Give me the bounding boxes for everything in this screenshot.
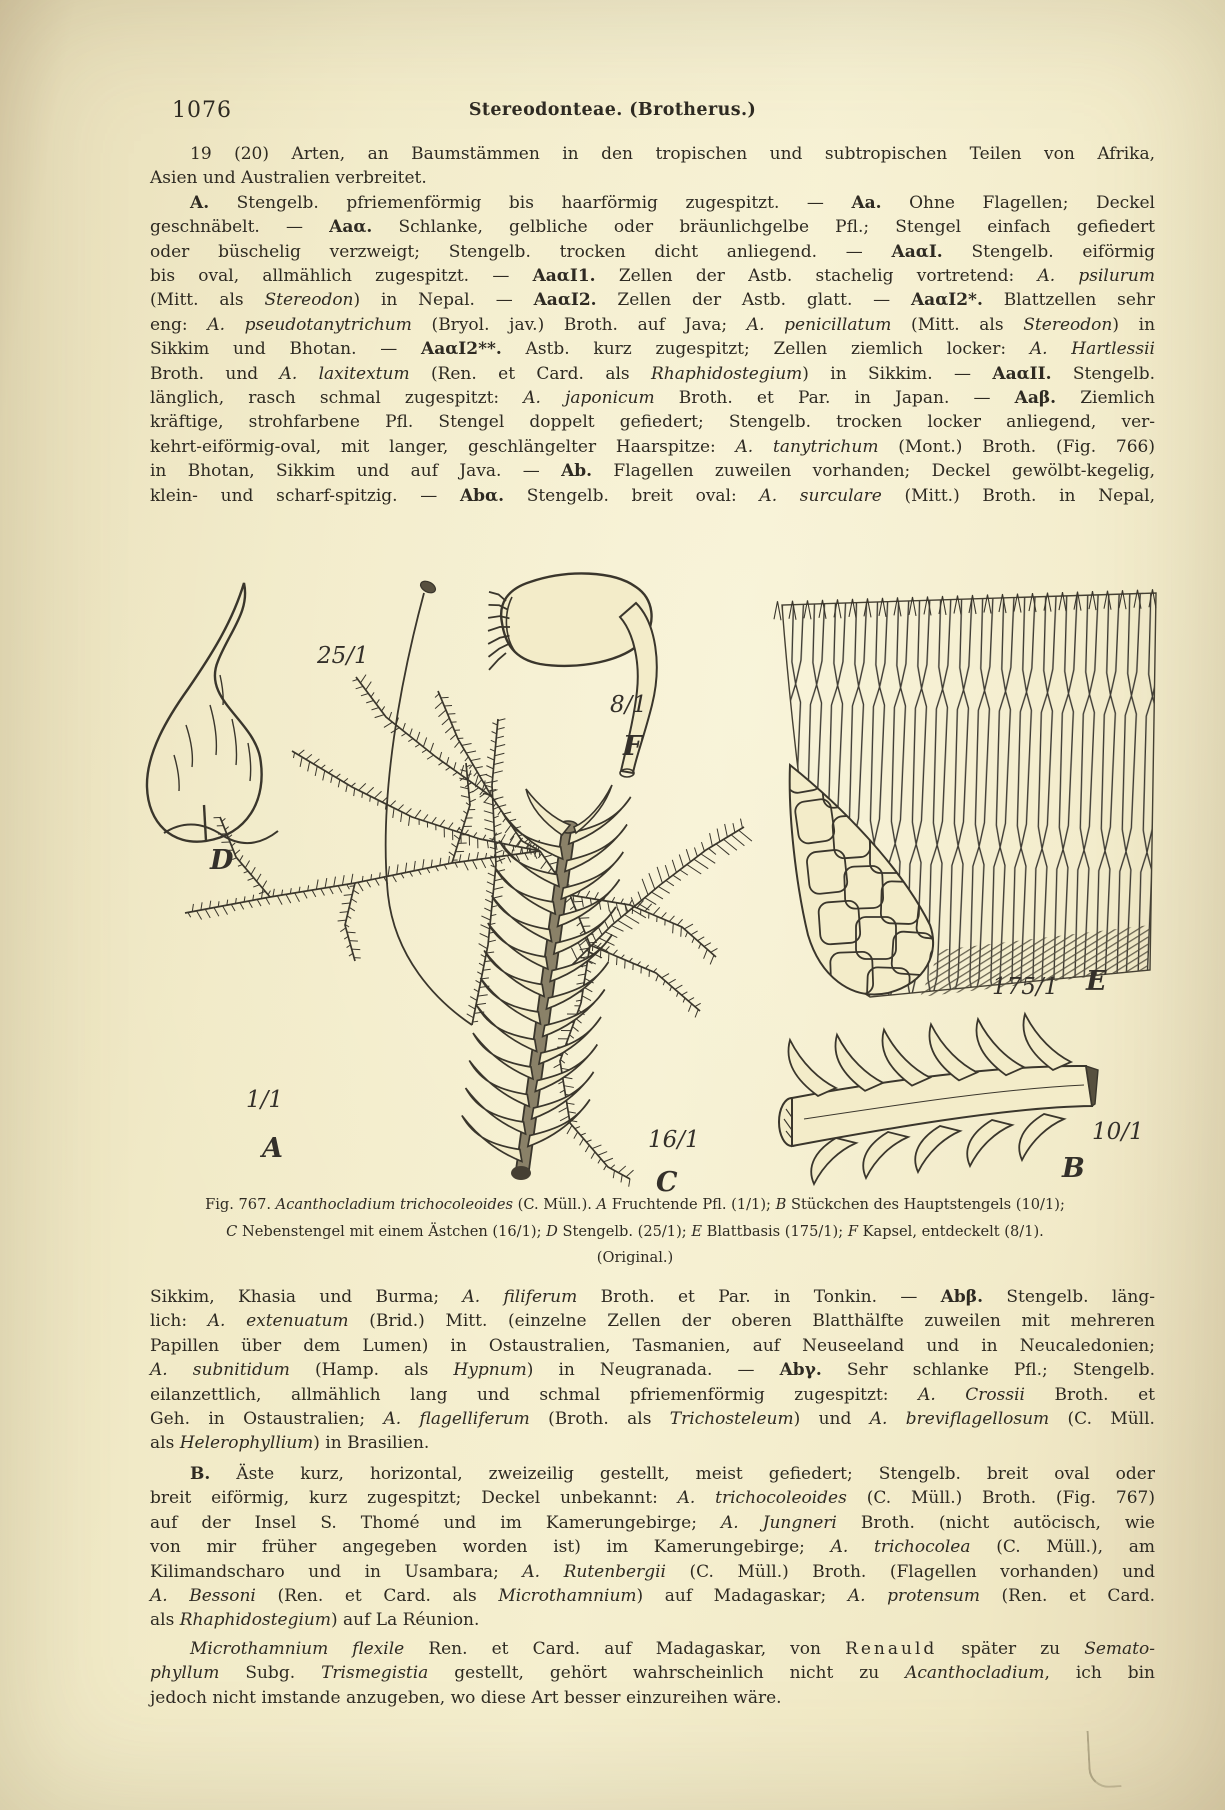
text-run: Helerophyllium — [179, 1433, 314, 1454]
text-run: Sehr schlanke Pfl.; Stengelb. — [821, 1360, 1155, 1381]
text-run: Abα. — [459, 485, 505, 506]
moss-a-seta — [386, 579, 472, 1025]
text-run: Stengelb. läng- — [983, 1287, 1155, 1307]
text-run: ) in Brasilien. — [313, 1433, 430, 1454]
text-line — [150, 410, 1155, 434]
text-run: (Ren. et Card. als — [409, 363, 651, 384]
text-run: A. trichocolea — [830, 1537, 971, 1558]
text-run: (Ren. et Card. als — [255, 1586, 499, 1607]
text-run: Rhaphidostegium — [650, 363, 803, 384]
text-line — [150, 1462, 1155, 1486]
text-run: Subg. — [219, 1663, 322, 1684]
text-run: A. penicillatum — [746, 314, 892, 335]
figure-caption — [115, 1192, 1155, 1272]
text-run: Ren. et Card. auf Madagaskar, von — [404, 1639, 846, 1659]
text-run: Stengelb. breit oval: — [504, 485, 760, 506]
paragraph-species-key-continued — [150, 1285, 1155, 1456]
text-run: (Mitt.) Broth. in Nepal, — [881, 485, 1155, 506]
text-run: (Ren. et Card. — [979, 1586, 1155, 1607]
text-run: A. Crossii — [918, 1384, 1025, 1405]
text-run: Sikkim, Khasia und Burma; — [150, 1287, 463, 1307]
part-letter-f: F — [623, 731, 643, 762]
text-run: A. Rutenbergii — [522, 1561, 666, 1582]
stem-b-illustration — [779, 1014, 1098, 1184]
text-run: A. — [190, 192, 210, 213]
text-run: ) in Neugranada. — — [526, 1360, 780, 1381]
text-run: D — [546, 1222, 558, 1240]
text-run: Stengelb. pfriemenförmig bis haarförmig zugespitzt. — — [209, 192, 852, 213]
text-run: ) auf Madagaskar; — [636, 1586, 848, 1607]
text-run: Renauld — [845, 1639, 938, 1659]
text-run: Kapsel, entdeckelt (8/1). — [857, 1222, 1044, 1240]
text-run: (C. Müll. — [1049, 1409, 1155, 1430]
text-line — [115, 1219, 1155, 1246]
text-run: als — [150, 1610, 180, 1631]
text-run: Stengelb. eiförmig — [942, 241, 1156, 262]
text-run: Acanthocladium trichocoleoides — [275, 1196, 513, 1213]
text-run: eilanzettlich, allmählich lang und schmal pfriemenförmig zugespitzt: — [150, 1384, 919, 1405]
text-run: eng: — [150, 314, 208, 335]
text-run: (Original.) — [596, 1249, 674, 1267]
text-run: A. Hartlessii — [1029, 339, 1155, 360]
text-run: A. filiferum — [462, 1287, 578, 1307]
part-letter-e: E — [1086, 966, 1107, 997]
text-run: A. extenuatum — [207, 1311, 349, 1332]
text-run: (C. Müll.) Broth. (Flagellen vorhanden) und — [666, 1561, 1156, 1582]
text-run: Aaα. — [329, 217, 373, 238]
text-run: Blattzellen sehr — [982, 290, 1155, 311]
text-run: Stereodon — [264, 290, 354, 311]
text-run: Aaβ. — [1014, 388, 1057, 409]
text-run: (Broth. als — [529, 1409, 670, 1430]
text-line — [150, 1584, 1155, 1608]
leaf-d-illustration — [147, 583, 278, 843]
text-run: breit eiförmig, kurz zugespitzt; Deckel unbekannt: — [150, 1488, 678, 1509]
text-run: bis oval, allmählich zugespitzt. — — [150, 266, 533, 287]
text-run: B. — [190, 1464, 211, 1484]
magnification-label-e: 175/1 — [992, 974, 1059, 1000]
magnification-label-f: 8/1 — [610, 692, 648, 718]
text-run: ) auf La Réunion. — [330, 1610, 480, 1631]
text-run: lich: — [150, 1311, 208, 1332]
text-run: Stückchen des Hauptstengels (10/1); — [786, 1196, 1065, 1213]
part-letter-c: C — [656, 1167, 678, 1195]
paragraph-section-b — [150, 1462, 1155, 1633]
text-run: Flagellen zuweilen vorhanden; Deckel gewölbt-kegelig, — [592, 461, 1155, 482]
text-line — [150, 1383, 1155, 1407]
text-line — [150, 1486, 1155, 1510]
text-run: Blattbasis (175/1); — [702, 1222, 848, 1240]
text-line — [150, 1334, 1155, 1358]
text-run: A. trichocoleoides — [677, 1488, 847, 1509]
text-run: A. pseudotanytrichum — [207, 314, 412, 335]
text-run: ) in — [1112, 314, 1156, 335]
text-line — [150, 1358, 1155, 1382]
text-run: Asien und Australien verbreitet. — [150, 168, 427, 189]
text-run: (C. Müll.), am — [970, 1537, 1156, 1558]
text-line — [150, 386, 1155, 410]
text-run: Microthamnium flexile — [190, 1639, 405, 1659]
text-run: A — [596, 1196, 608, 1213]
text-line — [150, 313, 1155, 337]
magnification-label-d: 25/1 — [317, 643, 369, 669]
text-run: AaαI1. — [532, 266, 596, 287]
figure-767 — [140, 505, 1180, 1195]
text-run: (Brid.) Mitt. (einzelne Zellen der oberen Blatthälfte zuweilen mit mehreren — [348, 1311, 1155, 1332]
text-run: Broth. et Par. in Tonkin. — — [577, 1287, 941, 1307]
text-run: A. subnitidum — [150, 1360, 290, 1381]
text-run: Papillen über dem Lumen) in Ostaustralien, Tasmanien, auf Neuseeland und in Neucaledonien; — [150, 1335, 1155, 1356]
part-letter-a: A — [262, 1133, 283, 1164]
text-line — [150, 1608, 1155, 1632]
text-run: Semato- — [1084, 1639, 1155, 1659]
text-run: Kilimandscharo und in Usambara; — [150, 1561, 523, 1582]
text-line — [150, 1637, 1155, 1661]
text-run: AaαI2*. — [910, 290, 983, 311]
magnification-label-a: 1/1 — [246, 1087, 284, 1113]
text-run: A. breviflagellosum — [869, 1409, 1050, 1430]
text-run: Ziemlich — [1056, 388, 1156, 409]
text-run: A. surculare — [759, 485, 882, 506]
text-run: A. japonicum — [523, 388, 655, 409]
text-run: in Bhotan, Sikkim und auf Java. — — [150, 461, 562, 482]
text-run: gestellt, gehört wahrscheinlich nicht zu — [428, 1663, 906, 1684]
text-run: Astb. kurz zugespitzt; Zellen ziemlich locker: — [501, 339, 1030, 360]
text-run: jedoch nicht imstande anzugeben, wo diese Art besser einzureihen wäre. — [150, 1687, 782, 1708]
text-run: Hypnum — [453, 1360, 527, 1381]
text-line — [150, 215, 1155, 239]
text-run: Fruchtende Pfl. (1/1); — [607, 1196, 776, 1213]
text-line — [150, 1686, 1155, 1710]
text-run: Stengelb. — [1051, 363, 1156, 384]
text-run: Broth. (nicht autöcisch, wie — [836, 1512, 1155, 1533]
text-run: AaαII. — [992, 363, 1052, 384]
text-run: B — [775, 1196, 787, 1213]
text-run: AaαI2. — [533, 290, 597, 311]
text-run: , ich bin — [1044, 1663, 1155, 1684]
magnification-label-b: 10/1 — [1092, 1119, 1144, 1145]
text-line — [150, 1535, 1155, 1559]
text-run: phyllum — [150, 1663, 220, 1684]
text-run: Fig. 767. — [205, 1196, 276, 1213]
text-run: (Mitt. als — [891, 314, 1024, 335]
text-line — [115, 1245, 1155, 1272]
text-run: Ohne Flagellen; Deckel — [881, 192, 1155, 213]
text-line — [150, 142, 1155, 166]
text-run: Geh. in Ostaustralien; — [150, 1409, 384, 1430]
text-run: Broth. et — [1024, 1384, 1155, 1405]
text-run: Äste kurz, horizontal, zweizeilig gestellt, meist gefiedert; Stengelb. breit oval oder — [210, 1464, 1155, 1484]
text-run: Nebenstengel mit einem Ästchen (16/1); — [237, 1222, 547, 1240]
text-line — [150, 337, 1155, 361]
text-line — [150, 166, 1155, 190]
text-run: kehrt-eiförmig-oval, mit langer, geschlängelter Haarspitze: — [150, 436, 736, 457]
text-run: AaαI. — [891, 241, 943, 262]
text-run: A. Bessoni — [150, 1586, 256, 1607]
text-run: Zellen der Astb. stachelig vortretend: — [595, 266, 1038, 287]
text-line — [150, 1661, 1155, 1685]
text-run: F — [847, 1222, 858, 1240]
text-run: Broth. und — [150, 363, 280, 384]
text-run: Schlanke, gelbliche oder bräunlichgelbe Pfl.; Stengel einfach gefiedert — [372, 217, 1155, 238]
text-run: A. laxitextum — [279, 363, 410, 384]
text-run: als — [150, 1433, 180, 1454]
text-run: Stereodon — [1023, 314, 1113, 335]
text-run: Trichosteleum — [669, 1409, 794, 1430]
text-line — [150, 435, 1155, 459]
text-run: ) in Nepal. — — [353, 290, 534, 311]
text-run: C — [226, 1222, 238, 1240]
text-line — [150, 459, 1155, 483]
text-run: geschnäbelt. — — [150, 217, 330, 238]
running-title: Stereodonteae. (Brotherus.) — [468, 100, 757, 120]
text-line — [150, 1309, 1155, 1333]
text-line — [115, 1192, 1155, 1219]
part-letter-b: B — [1062, 1153, 1085, 1184]
text-run: A. flagelliferum — [383, 1409, 530, 1430]
text-run: (Bryol. jav.) Broth. auf Java; — [411, 314, 747, 335]
text-line — [150, 288, 1155, 312]
text-line — [150, 1407, 1155, 1431]
text-run: (C. Müll.). — [513, 1196, 597, 1213]
text-line — [150, 1285, 1155, 1309]
text-line — [150, 240, 1155, 264]
text-run: Abβ. — [940, 1287, 984, 1307]
text-run: kräftige, strohfarbene Pfl. Stengel doppelt gefiedert; Stengelb. trocken locker anliegend, ver- — [150, 412, 1155, 433]
magnification-label-c: 16/1 — [648, 1127, 700, 1153]
text-run: Stengelb. (25/1); — [557, 1222, 692, 1240]
text-run: Broth. et Par. in Japan. — — [654, 388, 1015, 409]
text-run: Aa. — [851, 192, 882, 213]
text-run: A. psilurum — [1037, 266, 1155, 287]
figure-767-illustration — [140, 505, 1180, 1195]
text-run: (C. Müll.) Broth. (Fig. 767) — [846, 1488, 1155, 1509]
text-line — [150, 362, 1155, 386]
text-run: klein- und scharf-spitzig. — — [150, 485, 460, 506]
text-run: Acanthocladium — [905, 1663, 1045, 1684]
text-run: später zu — [937, 1639, 1085, 1659]
text-line — [150, 264, 1155, 288]
text-run: AaαI2**. — [421, 339, 502, 360]
text-run: von mir früher angegeben worden ist) im Kamerungebirge; — [150, 1537, 831, 1558]
text-run: A. Jungneri — [720, 1512, 837, 1533]
text-line — [150, 1560, 1155, 1584]
text-run: ) in Sikkim. — — [802, 363, 993, 384]
text-run: Sikkim und Bhotan. — — [150, 339, 422, 360]
text-run: 19 (20) Arten, an Baumstämmen in den tropischen und subtropischen Teilen von Afrika, — [190, 144, 1155, 164]
text-run: E — [691, 1222, 703, 1240]
text-run: (Mitt. als — [150, 290, 265, 311]
text-run: ) und — [793, 1409, 870, 1430]
paragraph-microthamnium-note — [150, 1637, 1155, 1710]
text-run: länglich, rasch schmal zugespitzt: — [150, 388, 524, 409]
text-run: A. protensum — [847, 1586, 980, 1607]
text-line — [150, 1431, 1155, 1455]
text-run: Microthamnium — [498, 1586, 637, 1607]
text-run: Rhaphidostegium — [179, 1610, 331, 1631]
text-run: Trismegistia — [321, 1663, 429, 1684]
text-run: A. tanytrichum — [735, 436, 879, 457]
text-line — [150, 191, 1155, 215]
text-run: oder büschelig verzweigt; Stengelb. trocken dicht anliegend. — — [150, 241, 892, 262]
text-run: (Hamp. als — [289, 1360, 454, 1381]
text-run: auf der Insel S. Thomé und im Kamerungebirge; — [150, 1512, 721, 1533]
pen-mark-artifact — [1087, 1729, 1122, 1789]
text-run: (Mont.) Broth. (Fig. 766) — [878, 436, 1155, 457]
part-letter-d: D — [210, 845, 234, 876]
text-run: Ab. — [561, 461, 593, 482]
page-number: 1076 — [172, 98, 232, 123]
text-run: Abγ. — [779, 1360, 822, 1381]
paragraph-species-key-top — [150, 142, 1155, 508]
text-line — [150, 1511, 1155, 1535]
text-run: Zellen der Astb. glatt. — — [596, 290, 911, 311]
